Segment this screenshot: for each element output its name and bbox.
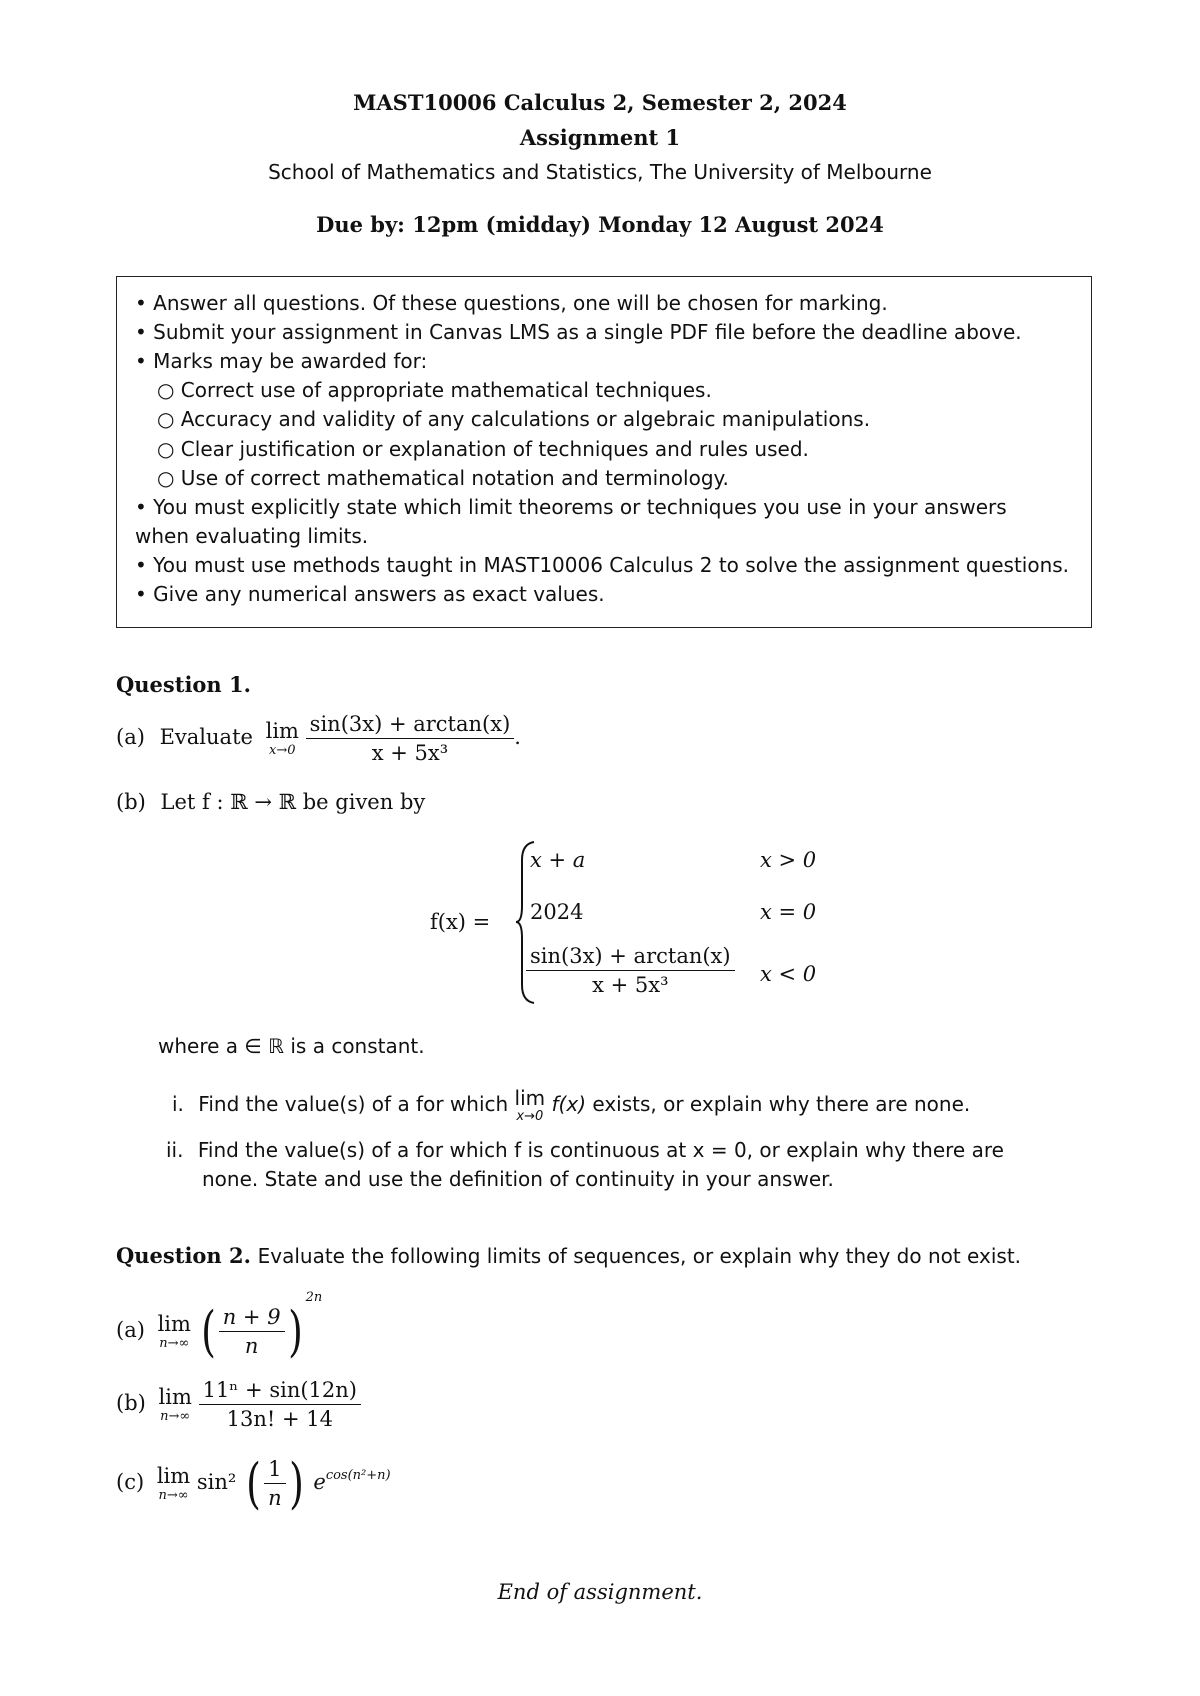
constant-note: where a ∈ ℝ is a constant. xyxy=(158,1034,425,1058)
numerator: 11ⁿ + sin(12n) xyxy=(199,1378,361,1405)
instruction-item: • Answer all questions. Of these questions, one will be chosen for marking. xyxy=(135,291,888,315)
question-2-intro: Evaluate the following limits of sequences, or explain why they do not exist. xyxy=(257,1244,1022,1268)
lim-word: lim xyxy=(158,1384,192,1409)
due-date: Due by: 12pm (midday) Monday 12 August 2024 xyxy=(316,212,884,237)
question-2b xyxy=(116,1378,361,1431)
case-1-condition: x > 0 xyxy=(760,848,817,872)
part-label: (c) xyxy=(116,1470,145,1494)
case-1-expression: x + a xyxy=(530,848,586,872)
question-1b-ii-continued: none. State and use the definition of continuity in your answer. xyxy=(202,1167,834,1191)
denominator: 13n! + 14 xyxy=(226,1407,333,1431)
left-paren: ( xyxy=(246,1452,261,1515)
instruction-subitem: ○ Use of correct mathematical notation and terminology. xyxy=(157,466,729,490)
question-1a xyxy=(116,712,521,765)
lim-subscript: n→∞ xyxy=(159,1335,190,1351)
limit-operator xyxy=(158,1384,192,1424)
numerator: n + 9 xyxy=(219,1305,285,1332)
exponent: cos(n²+n) xyxy=(325,1468,391,1483)
period: . xyxy=(514,725,521,749)
part-text: Evaluate xyxy=(159,725,253,749)
case-3-expression xyxy=(526,944,735,997)
lim-subscript: x→0 xyxy=(516,1109,544,1124)
part-label: (b) xyxy=(116,1391,146,1415)
lim-word: lim xyxy=(157,1311,191,1336)
instruction-item: • You must use methods taught in MAST10006 Calculus 2 to solve the assignment questions. xyxy=(135,553,1070,577)
sine-squared: sin² xyxy=(196,1470,237,1494)
exponent: 2n xyxy=(305,1290,323,1305)
instruction-item: • Give any numerical answers as exact values. xyxy=(135,582,605,606)
limit-operator xyxy=(156,1463,191,1503)
instruction-item: • Marks may be awarded for: xyxy=(135,349,428,373)
part-text: Let f : ℝ → ℝ be given by xyxy=(160,790,426,814)
question-1-heading: Question 1. xyxy=(116,672,251,697)
instruction-subitem: ○ Clear justification or explanation of techniques and rules used. xyxy=(157,437,809,461)
limit-operator xyxy=(265,718,299,758)
euler-e: e xyxy=(313,1470,326,1494)
subpart-text: Find the value(s) of a for which f is continuous at x = 0, or explain why there are xyxy=(197,1138,1004,1162)
course-title: MAST10006 Calculus 2, Semester 2, 2024 xyxy=(353,90,847,115)
piecewise-lhs: f(x) = xyxy=(430,910,491,934)
part-label: (a) xyxy=(116,1318,145,1342)
question-1b xyxy=(116,790,425,814)
end-of-assignment: End of assignment. xyxy=(497,1580,703,1604)
school-line: School of Mathematics and Statistics, The University of Melbourne xyxy=(268,160,932,184)
question-2-heading: Question 2. xyxy=(116,1243,251,1268)
numerator: sin(3x) + arctan(x) xyxy=(306,712,515,739)
numerator: 1 xyxy=(264,1457,286,1484)
lim-word: lim xyxy=(156,1463,191,1488)
fraction xyxy=(219,1305,285,1358)
question-2a xyxy=(116,1290,322,1363)
subpart-text: exists, or explain why there are none. xyxy=(592,1092,971,1116)
lim-word: lim xyxy=(514,1086,546,1110)
question-2-heading-line xyxy=(116,1243,1021,1268)
fraction xyxy=(199,1378,361,1431)
question-1b-i xyxy=(172,1088,970,1123)
case-2-expression: 2024 xyxy=(530,900,584,924)
part-label: (a) xyxy=(116,725,145,749)
case-2-condition: x = 0 xyxy=(760,900,817,924)
left-paren: ( xyxy=(200,1300,216,1363)
denominator: n xyxy=(268,1486,282,1510)
denominator: n xyxy=(244,1334,259,1358)
denominator: x + 5x³ xyxy=(371,741,449,765)
limit-operator xyxy=(515,1088,546,1123)
instruction-subitem: ○ Correct use of appropriate mathematical techniques. xyxy=(157,378,712,402)
lim-subscript: x→0 xyxy=(269,742,296,758)
limit-operator xyxy=(157,1311,191,1351)
fraction xyxy=(306,712,515,765)
instruction-item: • Submit your assignment in Canvas LMS as a single PDF file before the deadline above. xyxy=(135,320,1022,344)
function-symbol: f(x) xyxy=(551,1092,586,1116)
subpart-text: Find the value(s) of a for which xyxy=(198,1092,509,1116)
fraction xyxy=(264,1457,286,1510)
subpart-label: ii. xyxy=(166,1138,184,1162)
lim-subscript: n→∞ xyxy=(160,1408,191,1424)
subpart-label: i. xyxy=(172,1092,184,1116)
right-paren: ) xyxy=(288,1452,304,1515)
case-3-condition: x < 0 xyxy=(760,962,817,986)
instructions-box xyxy=(116,276,1092,628)
lim-word: lim xyxy=(265,718,299,743)
right-paren: ) xyxy=(287,1300,303,1363)
instruction-item-continued: when evaluating limits. xyxy=(135,524,369,548)
instruction-subitem: ○ Accuracy and validity of any calculations or algebraic manipulations. xyxy=(157,407,871,431)
assignment-title: Assignment 1 xyxy=(519,125,681,150)
denominator: x + 5x³ xyxy=(592,973,669,997)
lim-subscript: n→∞ xyxy=(158,1487,189,1503)
part-label: (b) xyxy=(116,790,146,814)
question-2c xyxy=(116,1452,391,1515)
question-1b-ii xyxy=(166,1138,1004,1162)
fraction xyxy=(526,944,735,997)
numerator: sin(3x) + arctan(x) xyxy=(526,944,735,971)
instruction-item: • You must explicitly state which limit theorems or techniques you use in your answers xyxy=(135,495,1007,519)
